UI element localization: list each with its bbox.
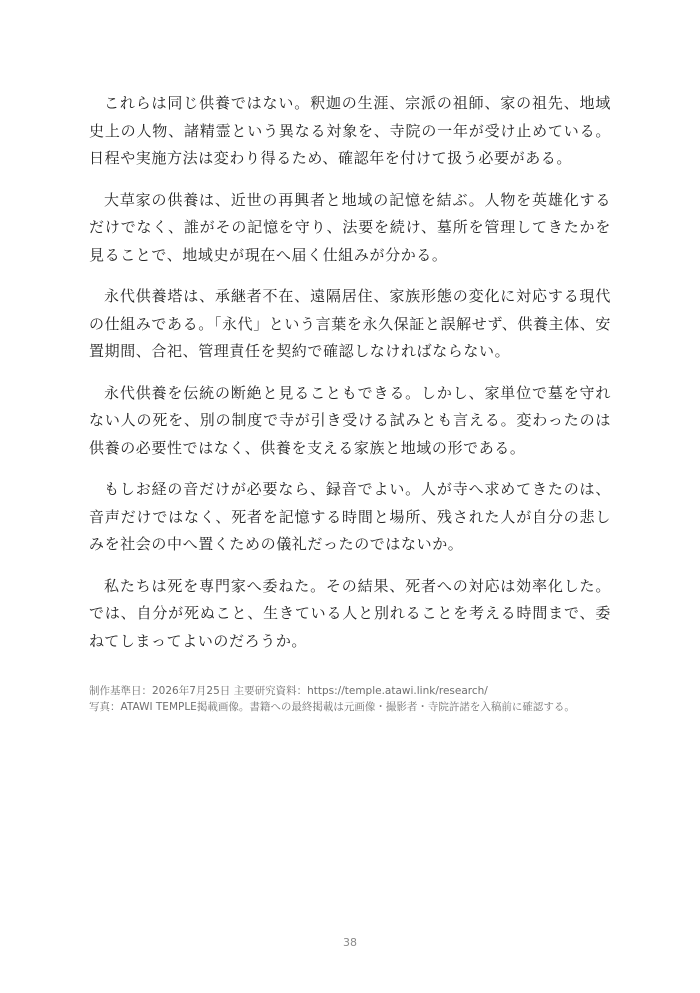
page-number: 38 <box>343 936 357 949</box>
body-text <box>89 90 611 669</box>
paragraph: 永代供養塔は、承継者不在、遠隔居住、家族形態の変化に対応する現代の仕組みである。「永代」という言葉を永久保証と誤解せず、供養主体、安置期間、合祀、管理責任を契約で確認しなければならない。 <box>89 287 611 360</box>
paragraph: 大草家の供養は、近世の再興者と地域の記憶を結ぶ。人物を英雄化するだけでなく、誰がその記憶を守り、法要を続け、墓所を管理してきたかを見ることで、地域史が現在へ届く仕組みが分かる。 <box>89 190 611 264</box>
paragraph: 私たちは死を専門家へ委ねた。その結果、死者への対応は効率化した。では、自分が死ぬこと、生きている人と別れることを考える時間まで、委ねてしまってよいのだろうか。 <box>89 576 611 650</box>
paragraph: これらは同じ供養ではない。釈迦の生涯、宗派の祖師、家の祖先、地域史上の人物、諸精霊という異なる対象を、寺院の一年が受け止めている。日程や実施方法は変わり得るため、確認年を付けて扱う必要がある。 <box>89 94 612 167</box>
paragraph: 永代供養を伝統の断絶と見ることもできる。しかし、家単位で墓を守れない人の死を、別の制度で寺が引き受ける試みとも言える。変わったのは供養の必要性ではなく、供養を支える家族と地域の形である。 <box>89 383 612 457</box>
production-date-note: 制作基準日：2026年7月25日 主要研究資料：https://temple.atawi.link/research/ <box>89 685 488 697</box>
source-notes <box>89 683 611 715</box>
paragraph: もしお経の音だけが必要なら、録音でよい。人が寺へ求めてきたのは、音声だけではなく、死者を記憶する時間と場所、残された人が自分の悲しみを社会の中へ置くための儀礼だったのではないか。 <box>89 480 612 553</box>
photo-credit-note: 写真：ATAWI TEMPLE掲載画像。書籍への最終掲載は元画像・撮影者・寺院許諾を入稿前に確認する。 <box>89 701 575 713</box>
